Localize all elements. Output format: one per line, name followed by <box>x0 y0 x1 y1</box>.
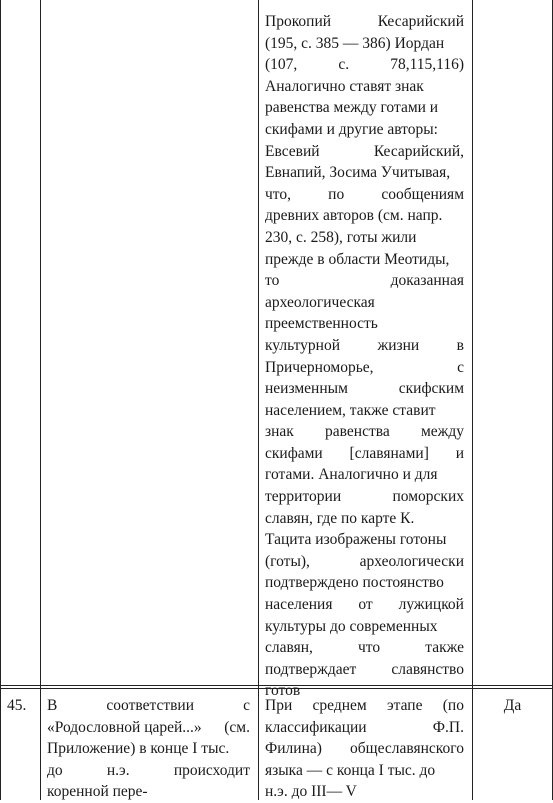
text-line <box>265 335 464 357</box>
text-line <box>265 11 464 33</box>
text-segment: культуры до современных <box>265 617 438 635</box>
text-line <box>265 738 464 760</box>
text-line <box>265 378 464 400</box>
row-45-linguistic-note <box>265 695 464 803</box>
text-segment: жизни <box>377 336 420 354</box>
text-segment: лужицкой <box>398 596 464 614</box>
text-segment: Евнапий, Зосима Учитывая, <box>265 164 451 182</box>
text-segment: с <box>243 697 250 714</box>
text-segment: Приложение) в конце I тыс. <box>47 740 230 758</box>
text-line <box>265 119 464 141</box>
text-line <box>47 760 250 782</box>
text-line <box>265 162 464 184</box>
text-segment: по <box>328 185 345 203</box>
text-line <box>265 270 464 292</box>
text-segment: славянство <box>391 660 464 678</box>
row-45-statement <box>47 695 250 803</box>
text-segment: н.э. до III— V <box>265 783 357 801</box>
text-segment: готами. Аналогично и для <box>265 466 438 484</box>
text-line <box>265 54 464 76</box>
text-line <box>265 227 464 249</box>
text-line <box>265 141 464 163</box>
text-segment: неизменным <box>265 380 348 398</box>
text-segment: этапе <box>387 697 423 714</box>
row-45-answer: Да <box>503 697 522 714</box>
text-segment: происходит <box>173 761 250 779</box>
text-line <box>265 508 464 530</box>
text-line <box>265 637 464 659</box>
text-segment: готов <box>265 682 301 700</box>
text-segment: что, <box>265 185 291 203</box>
text-line <box>265 313 464 335</box>
text-segment: (по <box>442 697 464 714</box>
text-line <box>265 400 464 422</box>
text-line <box>265 33 464 55</box>
text-line <box>265 249 464 271</box>
text-segment: скифами и другие авторы: <box>265 120 438 138</box>
text-segment: с. <box>338 56 350 74</box>
text-segment: знак <box>265 423 294 441</box>
text-segment: между <box>420 423 464 441</box>
text-segment: Аналогично ставят знак <box>265 77 424 95</box>
text-segment: Евсевий <box>265 142 320 160</box>
text-segment: Тацита изображены готоны <box>265 531 447 549</box>
text-line <box>265 443 464 465</box>
text-segment: н.э. <box>106 761 130 779</box>
text-line <box>265 551 464 573</box>
text-segment: 78,115,116) <box>390 56 464 74</box>
text-segment: от <box>358 596 373 614</box>
text-line <box>265 695 464 717</box>
text-line <box>265 529 464 551</box>
text-segment: общеславянского <box>350 740 464 758</box>
text-line <box>265 357 464 379</box>
text-segment: населением, также ставит <box>265 401 436 419</box>
text-segment: и <box>455 444 464 462</box>
text-segment: славян, где по карте К. <box>265 509 415 527</box>
text-line <box>265 421 464 443</box>
text-line <box>265 292 464 314</box>
text-segment: территории <box>265 488 342 506</box>
text-segment: В <box>47 697 58 714</box>
text-line <box>47 717 250 739</box>
text-segment: также <box>425 639 464 657</box>
table-border-left <box>0 0 1 800</box>
text-segment: Причерноморье, <box>265 358 374 376</box>
text-segment: «Родословной царей...» <box>47 718 202 736</box>
text-segment: до <box>47 761 63 779</box>
text-segment: Кесарийский <box>377 13 464 30</box>
text-line <box>265 572 464 594</box>
text-segment: подтверждает <box>265 660 357 678</box>
text-segment: Филина) <box>265 740 322 758</box>
text-segment: поморских <box>392 488 464 506</box>
text-segment: культурной <box>265 336 341 354</box>
text-segment: то <box>265 272 280 290</box>
column-divider-3 <box>472 0 473 800</box>
text-segment: равенства <box>325 423 390 441</box>
column-divider-2 <box>258 0 259 800</box>
text-line <box>265 205 464 227</box>
text-segment: славян, <box>265 639 313 657</box>
text-line <box>47 695 250 717</box>
text-line <box>265 616 464 638</box>
text-segment: скифским <box>398 380 464 398</box>
text-segment: археологически <box>359 552 464 570</box>
text-segment: коренной пере- <box>47 783 148 801</box>
text-line <box>265 594 464 616</box>
text-line <box>265 659 464 681</box>
text-segment: прежде в области Меотиды, <box>265 250 450 268</box>
text-segment: (195, с. 385 — 386) Иордан <box>265 34 445 52</box>
text-segment: подтверждено постоянство <box>265 574 444 592</box>
text-segment: (см. <box>224 718 250 736</box>
text-line <box>47 738 250 760</box>
text-line <box>265 486 464 508</box>
text-segment: равенства между готами и <box>265 99 439 117</box>
text-segment: (готы), <box>265 552 310 570</box>
row-number: 45. <box>7 697 27 714</box>
text-line <box>265 464 464 486</box>
text-segment: 230, с. 258), готы жили <box>265 228 417 246</box>
text-segment: (107, <box>265 56 298 74</box>
text-segment: Кесарийский, <box>373 142 464 160</box>
text-segment: классификации <box>265 718 367 736</box>
citation-text-block <box>265 11 464 702</box>
text-segment: населения <box>265 596 333 614</box>
text-segment: среднем <box>312 697 367 714</box>
text-segment: с <box>457 358 464 376</box>
text-segment: древних авторов (см. напр. <box>265 207 443 225</box>
text-segment: Ф.П. <box>432 718 464 736</box>
text-segment: в <box>456 336 464 354</box>
text-segment: скифами <box>265 444 323 462</box>
text-segment: языка — с конца I тыс. до <box>265 761 436 779</box>
text-segment: сообщениям <box>381 185 464 203</box>
text-segment: доказанная <box>390 272 464 290</box>
text-segment: соответствии <box>106 697 195 714</box>
text-segment: что <box>358 639 381 657</box>
text-segment: преемственность <box>265 315 378 333</box>
text-line <box>265 760 464 782</box>
text-segment: [славянами] <box>349 444 429 462</box>
text-line <box>265 717 464 739</box>
text-line <box>265 184 464 206</box>
column-divider-1 <box>40 0 41 800</box>
text-line <box>265 97 464 119</box>
text-segment: археологическая <box>265 293 375 311</box>
text-line <box>265 76 464 98</box>
text-segment: Прокопий <box>265 13 332 30</box>
text-segment: При <box>265 697 293 714</box>
